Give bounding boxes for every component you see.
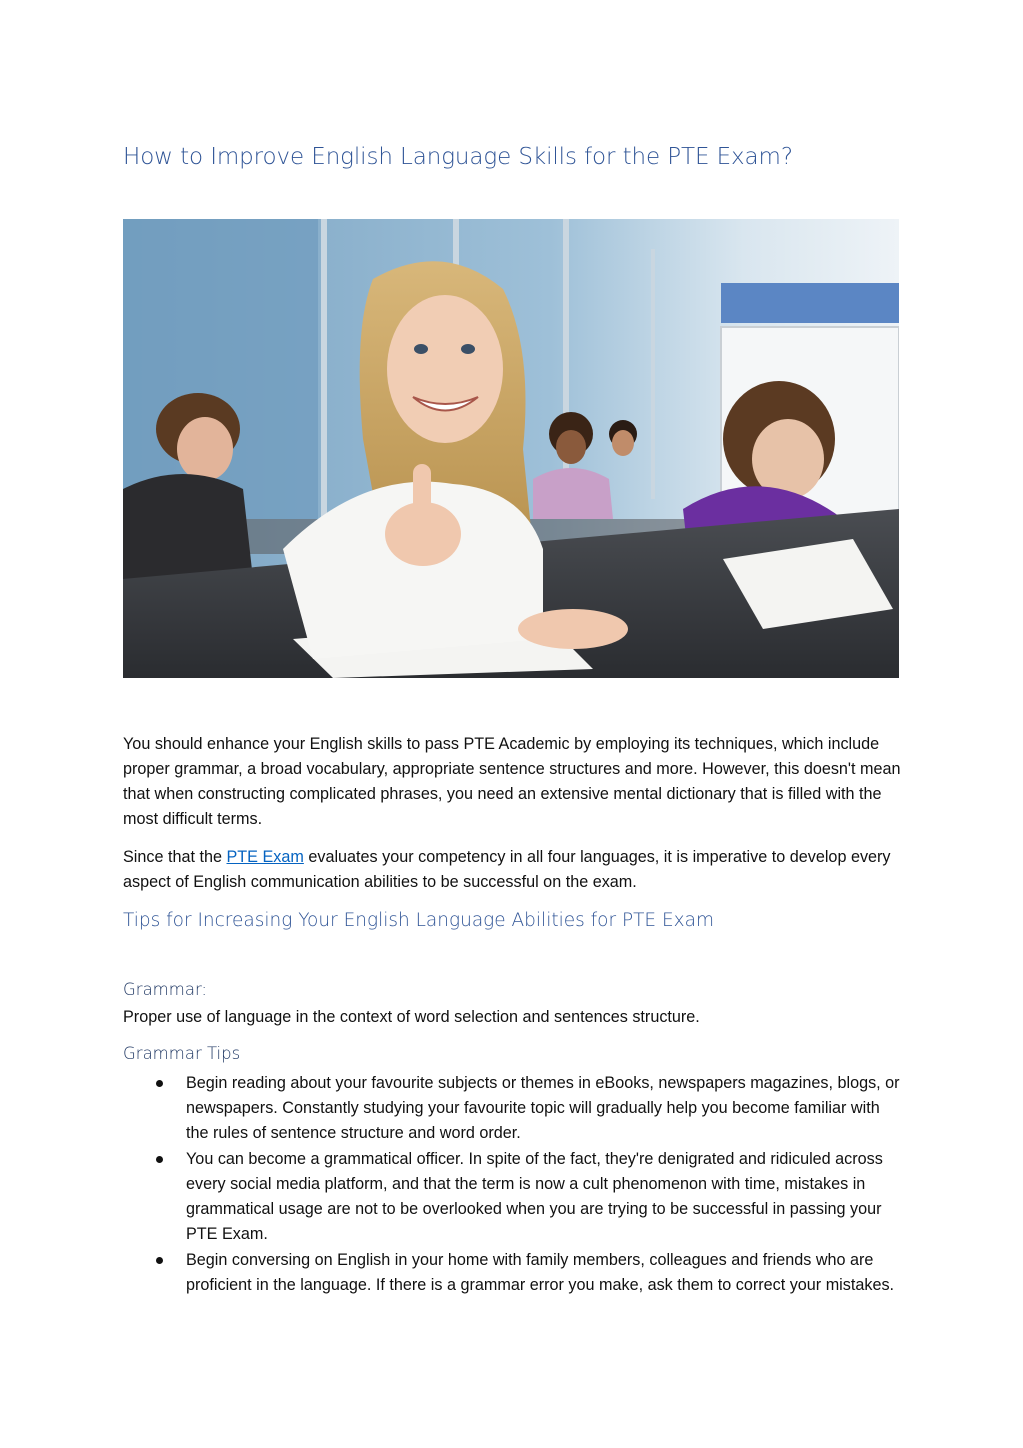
grammar-tip-text: You can become a grammatical officer. In spite of the fact, they're denigrated and ridiculed across every social media platform, and that the term is now a cult phenomenon with time, mistakes in grammatical usage are not to be overlooked when you are trying to be successful in passing your PTE Exam.	[186, 1150, 883, 1243]
grammar-tips-list	[123, 1071, 901, 1299]
paragraph-text-before-link: Since that the	[123, 848, 227, 866]
list-item	[123, 1248, 901, 1298]
grammar-description: Proper use of language in the context of word selection and sentences structure.	[123, 1008, 700, 1026]
paragraph-text-after-link: evaluates your competency in all four languages, it is imperative to develop every aspect of English communication abilities to be successful on the exam.	[123, 848, 891, 891]
list-item	[123, 1071, 901, 1146]
page-title: How to Improve English Language Skills for the PTE Exam?	[123, 144, 793, 170]
bullet-icon	[156, 1257, 163, 1264]
bullet-icon	[156, 1080, 163, 1087]
classroom-photo	[123, 219, 899, 678]
competency-paragraph	[123, 845, 901, 895]
list-item	[123, 1147, 901, 1247]
tips-section-heading: Tips for Increasing Your English Language Abilities for PTE Exam	[123, 910, 714, 931]
grammar-tip-text: Begin reading about your favourite subjects or themes in eBooks, newspapers magazines, blogs, or newspapers. Constantly studying your favourite topic will gradually help you become familiar with the rules of sentence structure and word order.	[186, 1074, 900, 1142]
grammar-tips-heading: Grammar Tips	[123, 1044, 241, 1063]
bullet-icon	[156, 1156, 163, 1163]
grammar-tip-text: Begin conversing on English in your home with family members, colleagues and friends who are proficient in the language. If there is a grammar error you make, ask them to correct your mistakes.	[186, 1251, 895, 1294]
grammar-heading: Grammar:	[123, 980, 207, 999]
intro-paragraph: You should enhance your English skills to pass PTE Academic by employing its techniques, which include proper grammar, a broad vocabulary, appropriate sentence structures and more. However, this doesn't mean that when constructing complicated phrases, you need an extensive mental dictionary that is filled with the most difficult terms.	[123, 735, 901, 828]
pte-exam-link[interactable]: PTE Exam	[226, 848, 304, 866]
